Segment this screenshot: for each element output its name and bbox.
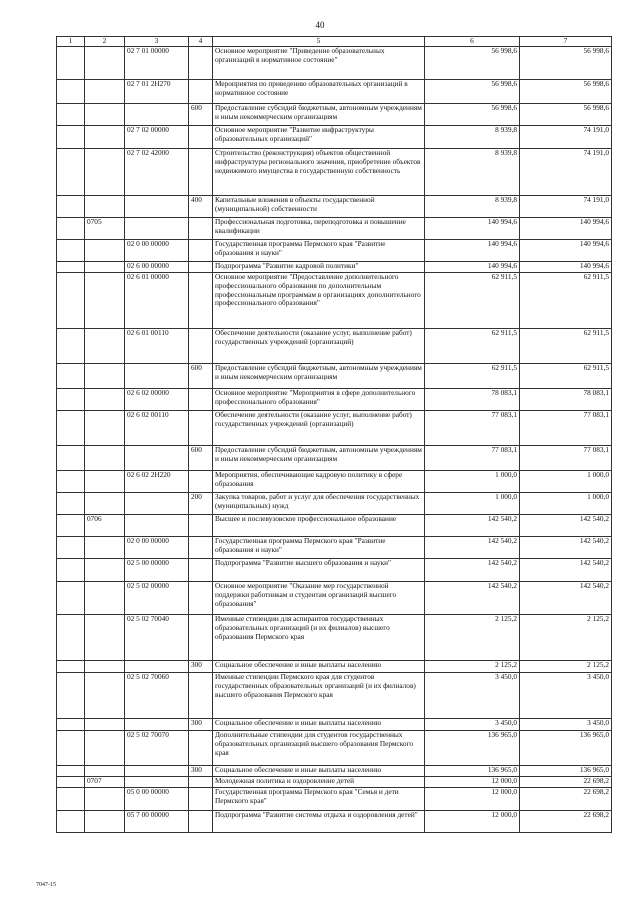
item-name: Высшее и послевузовское профессиональное образование xyxy=(213,515,425,537)
empty-cell xyxy=(57,788,85,811)
amount-year-1: 2 125,2 xyxy=(425,661,520,673)
target-article-code: 02 6 00 00000 xyxy=(125,262,189,273)
item-name: Основное мероприятие "Мероприятия в сфере дополнительного профессионального образования" xyxy=(213,389,425,411)
empty-cell xyxy=(57,273,85,329)
table-row xyxy=(57,811,612,833)
table-row xyxy=(57,661,612,673)
table-row xyxy=(57,240,612,262)
empty-cell xyxy=(57,218,85,240)
expense-type-code: 300 xyxy=(189,719,213,731)
amount-year-2: 142 540,2 xyxy=(520,537,612,559)
target-article-code xyxy=(125,446,189,471)
table-row xyxy=(57,411,612,446)
amount-year-1: 3 450,0 xyxy=(425,673,520,719)
expense-type-code xyxy=(189,515,213,537)
target-article-code: 02 5 02 00000 xyxy=(125,582,189,615)
table-row xyxy=(57,559,612,582)
item-name: Закупка товаров, работ и услуг для обеспечения государственных (муниципальных) нужд xyxy=(213,493,425,515)
empty-cell xyxy=(57,47,85,80)
section-code: 0707 xyxy=(85,777,125,788)
amount-year-1: 56 998,6 xyxy=(425,80,520,104)
section-code xyxy=(85,731,125,766)
empty-cell xyxy=(57,766,85,777)
target-article-code: 02 0 00 00000 xyxy=(125,537,189,559)
expense-type-code xyxy=(189,218,213,240)
item-name: Подпрограмма "Развитие кадровой политики" xyxy=(213,262,425,273)
empty-cell xyxy=(57,446,85,471)
table-row xyxy=(57,273,612,329)
empty-cell xyxy=(57,240,85,262)
amount-year-1: 8 939,8 xyxy=(425,126,520,149)
empty-cell xyxy=(57,731,85,766)
expense-type-code xyxy=(189,582,213,615)
amount-year-1: 3 450,0 xyxy=(425,719,520,731)
table-row xyxy=(57,364,612,389)
amount-year-2: 56 998,6 xyxy=(520,104,612,126)
amount-year-2: 56 998,6 xyxy=(520,47,612,80)
empty-cell xyxy=(57,364,85,389)
table-row xyxy=(57,582,612,615)
expense-type-code xyxy=(189,777,213,788)
section-code xyxy=(85,719,125,731)
amount-year-2: 142 540,2 xyxy=(520,582,612,615)
expense-type-code xyxy=(189,615,213,661)
item-name: Мероприятия по приведению образовательных организаций в нормативное состояние xyxy=(213,80,425,104)
item-name: Обеспечение деятельности (оказание услуг, выполнение работ) государственных учреждений (организаций) xyxy=(213,329,425,364)
target-article-code: 02 5 02 70060 xyxy=(125,673,189,719)
section-code xyxy=(85,582,125,615)
table-row xyxy=(57,673,612,719)
table-row xyxy=(57,777,612,788)
item-name: Основное мероприятие "Приведение образовательных организаций в нормативное состояние" xyxy=(213,47,425,80)
empty-cell xyxy=(57,811,85,833)
expense-type-code: 300 xyxy=(189,766,213,777)
amount-year-1: 140 994,6 xyxy=(425,240,520,262)
empty-cell xyxy=(57,389,85,411)
item-name: Подпрограмма "Развитие высшего образования и науки" xyxy=(213,559,425,582)
target-article-code: 02 5 00 00000 xyxy=(125,559,189,582)
item-name: Социальное обеспечение и иные выплаты населению xyxy=(213,661,425,673)
empty-cell xyxy=(57,471,85,493)
table-row xyxy=(57,515,612,537)
page-number: 40 xyxy=(315,20,325,30)
target-article-code: 02 6 02 00110 xyxy=(125,411,189,446)
section-code: 0705 xyxy=(85,218,125,240)
item-name: Именные стипендии Пермского края для студентов государственных образовательных организаций (и их филиалов) высшего образования Пермского края xyxy=(213,673,425,719)
empty-cell xyxy=(57,582,85,615)
expense-type-code: 600 xyxy=(189,364,213,389)
item-name: Предоставление субсидий бюджетным, автономным учреждениям и иным некоммерческим организациям xyxy=(213,104,425,126)
amount-year-1: 136 965,0 xyxy=(425,766,520,777)
section-code xyxy=(85,364,125,389)
amount-year-1: 142 540,2 xyxy=(425,559,520,582)
table-row xyxy=(57,788,612,811)
amount-year-2: 2 125,2 xyxy=(520,661,612,673)
section-code xyxy=(85,149,125,196)
table-row xyxy=(57,731,612,766)
empty-cell xyxy=(57,719,85,731)
target-article-code xyxy=(125,493,189,515)
section-code xyxy=(85,471,125,493)
expense-type-code xyxy=(189,262,213,273)
expense-type-code xyxy=(189,329,213,364)
amount-year-1: 136 965,0 xyxy=(425,731,520,766)
section-code xyxy=(85,240,125,262)
table-body xyxy=(57,47,612,833)
section-code xyxy=(85,537,125,559)
amount-year-2: 22 698,2 xyxy=(520,788,612,811)
table-row xyxy=(57,537,612,559)
amount-year-2: 2 125,2 xyxy=(520,615,612,661)
budget-table xyxy=(56,36,612,833)
expense-type-code xyxy=(189,273,213,329)
header-row xyxy=(57,37,612,47)
section-code xyxy=(85,329,125,364)
section-code xyxy=(85,411,125,446)
empty-cell xyxy=(57,262,85,273)
amount-year-2: 140 994,6 xyxy=(520,218,612,240)
empty-cell xyxy=(57,411,85,446)
header-col-3: 3 xyxy=(125,37,189,47)
expense-type-code xyxy=(189,537,213,559)
empty-cell xyxy=(57,777,85,788)
amount-year-1: 142 540,2 xyxy=(425,515,520,537)
amount-year-2: 142 540,2 xyxy=(520,559,612,582)
empty-cell xyxy=(57,615,85,661)
expense-type-code xyxy=(189,731,213,766)
amount-year-1: 62 911,5 xyxy=(425,364,520,389)
target-article-code: 02 6 01 00000 xyxy=(125,273,189,329)
amount-year-1: 8 939,8 xyxy=(425,196,520,218)
table-row xyxy=(57,218,612,240)
table-row xyxy=(57,126,612,149)
item-name: Предоставление субсидий бюджетным, автономным учреждениям и иным некоммерческим организациям xyxy=(213,364,425,389)
header-col-2: 2 xyxy=(85,37,125,47)
amount-year-1: 62 911,5 xyxy=(425,273,520,329)
header-col-5: 5 xyxy=(213,37,425,47)
item-name: Подпрограмма "Развитие системы отдыха и оздоровления детей" xyxy=(213,811,425,833)
header-col-7: 7 xyxy=(520,37,612,47)
amount-year-1: 78 083,1 xyxy=(425,389,520,411)
item-name: Основное мероприятие "Предоставление дополнительного профессионального образования по дополнительным профессиональным программам в организациях дополнительного профессионального образования" xyxy=(213,273,425,329)
target-article-code xyxy=(125,719,189,731)
item-name: Молодежная политика и оздоровление детей xyxy=(213,777,425,788)
table-row xyxy=(57,104,612,126)
amount-year-2: 3 450,0 xyxy=(520,673,612,719)
amount-year-2: 22 698,2 xyxy=(520,811,612,833)
amount-year-2: 22 698,2 xyxy=(520,777,612,788)
section-code xyxy=(85,788,125,811)
amount-year-2: 62 911,5 xyxy=(520,273,612,329)
amount-year-2: 3 450,0 xyxy=(520,719,612,731)
table-row xyxy=(57,149,612,196)
amount-year-1: 12 000,0 xyxy=(425,788,520,811)
item-name: Основное мероприятие "Оказание мер государственной поддержки работникам и студентам организаций высшего образования" xyxy=(213,582,425,615)
table-row xyxy=(57,80,612,104)
amount-year-1: 2 125,2 xyxy=(425,615,520,661)
expense-type-code xyxy=(189,559,213,582)
empty-cell xyxy=(57,493,85,515)
amount-year-1: 1 000,0 xyxy=(425,493,520,515)
table-row xyxy=(57,471,612,493)
amount-year-1: 1 000,0 xyxy=(425,471,520,493)
amount-year-2: 77 083,1 xyxy=(520,411,612,446)
amount-year-2: 136 965,0 xyxy=(520,766,612,777)
target-article-code xyxy=(125,104,189,126)
target-article-code xyxy=(125,218,189,240)
target-article-code: 02 7 01 2Н270 xyxy=(125,80,189,104)
item-name: Дополнительные стипендии для студентов государственных образовательных организаций высшего образования Пермского края xyxy=(213,731,425,766)
empty-cell xyxy=(57,80,85,104)
item-name: Государственная программа Пермского края "Семья и дети Пермского края" xyxy=(213,788,425,811)
amount-year-2: 62 911,5 xyxy=(520,329,612,364)
section-code xyxy=(85,673,125,719)
section-code xyxy=(85,80,125,104)
table-row xyxy=(57,766,612,777)
header-col-4: 4 xyxy=(189,37,213,47)
amount-year-1: 8 939,8 xyxy=(425,149,520,196)
amount-year-1: 142 540,2 xyxy=(425,537,520,559)
amount-year-1: 77 083,1 xyxy=(425,446,520,471)
target-article-code xyxy=(125,777,189,788)
section-code xyxy=(85,196,125,218)
expense-type-code xyxy=(189,788,213,811)
empty-cell xyxy=(57,104,85,126)
section-code: 0706 xyxy=(85,515,125,537)
empty-cell xyxy=(57,559,85,582)
expense-type-code xyxy=(189,673,213,719)
expense-type-code xyxy=(189,126,213,149)
expense-type-code: 300 xyxy=(189,661,213,673)
section-code xyxy=(85,559,125,582)
amount-year-2: 74 191,0 xyxy=(520,196,612,218)
amount-year-1: 77 083,1 xyxy=(425,411,520,446)
amount-year-2: 74 191,0 xyxy=(520,149,612,196)
amount-year-2: 140 994,6 xyxy=(520,262,612,273)
table-row xyxy=(57,262,612,273)
target-article-code xyxy=(125,661,189,673)
item-name: Государственная программа Пермского края "Развитие образования и науки" xyxy=(213,537,425,559)
target-article-code: 02 7 01 00000 xyxy=(125,47,189,80)
item-name: Мероприятия, обеспечивающие кадровую политику в сфере образования xyxy=(213,471,425,493)
expense-type-code xyxy=(189,149,213,196)
item-name: Предоставление субсидий бюджетным, автономным учреждениям и иным некоммерческим организациям xyxy=(213,446,425,471)
section-code xyxy=(85,446,125,471)
empty-cell xyxy=(57,673,85,719)
expense-type-code: 600 xyxy=(189,446,213,471)
item-name: Именные стипендии для аспирантов государственных образовательных организаций (и их филиалов) высшего образования Пермского края xyxy=(213,615,425,661)
section-code xyxy=(85,262,125,273)
empty-cell xyxy=(57,126,85,149)
item-name: Капитальные вложения в объекты государственной (муниципальной) собственности xyxy=(213,196,425,218)
target-article-code xyxy=(125,515,189,537)
empty-cell xyxy=(57,515,85,537)
table-row xyxy=(57,719,612,731)
section-code xyxy=(85,126,125,149)
section-code xyxy=(85,273,125,329)
expense-type-code: 200 xyxy=(189,493,213,515)
header-col-6: 6 xyxy=(425,37,520,47)
item-name: Основное мероприятие "Развитие инфраструктуры образовательных организаций" xyxy=(213,126,425,149)
amount-year-2: 142 540,2 xyxy=(520,515,612,537)
target-article-code xyxy=(125,196,189,218)
table-row xyxy=(57,47,612,80)
amount-year-2: 1 000,0 xyxy=(520,493,612,515)
table-row xyxy=(57,329,612,364)
item-name: Профессиональная подготовка, переподготовка и повышение квалификации xyxy=(213,218,425,240)
amount-year-1: 56 998,6 xyxy=(425,47,520,80)
amount-year-2: 56 998,6 xyxy=(520,80,612,104)
target-article-code: 05 7 00 00000 xyxy=(125,811,189,833)
amount-year-2: 74 191,0 xyxy=(520,126,612,149)
amount-year-1: 140 994,6 xyxy=(425,262,520,273)
table-row xyxy=(57,615,612,661)
target-article-code: 02 6 02 00000 xyxy=(125,389,189,411)
section-code xyxy=(85,389,125,411)
target-article-code: 05 0 00 00000 xyxy=(125,788,189,811)
item-name: Строительство (реконструкция) объектов общественной инфраструктуры регионального значения, приобретение объектов недвижимого имущества в государственную собственность xyxy=(213,149,425,196)
expense-type-code xyxy=(189,240,213,262)
amount-year-2: 1 000,0 xyxy=(520,471,612,493)
section-code xyxy=(85,615,125,661)
section-code xyxy=(85,493,125,515)
target-article-code xyxy=(125,364,189,389)
amount-year-2: 78 083,1 xyxy=(520,389,612,411)
target-article-code: 02 5 02 70040 xyxy=(125,615,189,661)
empty-cell xyxy=(57,149,85,196)
section-code xyxy=(85,104,125,126)
empty-cell xyxy=(57,537,85,559)
amount-year-2: 62 911,5 xyxy=(520,364,612,389)
amount-year-2: 136 965,0 xyxy=(520,731,612,766)
target-article-code xyxy=(125,766,189,777)
expense-type-code xyxy=(189,811,213,833)
expense-type-code xyxy=(189,389,213,411)
section-code xyxy=(85,766,125,777)
expense-type-code: 600 xyxy=(189,104,213,126)
table-row xyxy=(57,389,612,411)
target-article-code: 02 0 00 00000 xyxy=(125,240,189,262)
target-article-code: 02 5 02 70070 xyxy=(125,731,189,766)
empty-cell xyxy=(57,661,85,673)
target-article-code: 02 6 01 00110 xyxy=(125,329,189,364)
amount-year-2: 77 083,1 xyxy=(520,446,612,471)
expense-type-code: 400 xyxy=(189,196,213,218)
amount-year-1: 142 540,2 xyxy=(425,582,520,615)
amount-year-1: 140 994,6 xyxy=(425,218,520,240)
table-row xyxy=(57,196,612,218)
amount-year-1: 12 000,0 xyxy=(425,811,520,833)
empty-cell xyxy=(57,196,85,218)
footer-code: 7047-15 xyxy=(36,882,56,888)
empty-cell xyxy=(57,329,85,364)
expense-type-code xyxy=(189,411,213,446)
expense-type-code xyxy=(189,471,213,493)
item-name: Социальное обеспечение и иные выплаты населению xyxy=(213,719,425,731)
item-name: Социальное обеспечение и иные выплаты населению xyxy=(213,766,425,777)
item-name: Обеспечение деятельности (оказание услуг, выполнение работ) государственных учреждений (организаций) xyxy=(213,411,425,446)
amount-year-2: 140 994,6 xyxy=(520,240,612,262)
target-article-code: 02 7 02 42000 xyxy=(125,149,189,196)
item-name: Государственная программа Пермского края "Развитие образования и науки" xyxy=(213,240,425,262)
expense-type-code xyxy=(189,80,213,104)
expense-type-code xyxy=(189,47,213,80)
target-article-code: 02 7 02 00000 xyxy=(125,126,189,149)
target-article-code: 02 6 02 2Н220 xyxy=(125,471,189,493)
amount-year-1: 56 998,6 xyxy=(425,104,520,126)
amount-year-1: 12 000,0 xyxy=(425,777,520,788)
header-col-1: 1 xyxy=(57,37,85,47)
amount-year-1: 62 911,5 xyxy=(425,329,520,364)
section-code xyxy=(85,47,125,80)
section-code xyxy=(85,811,125,833)
table-row xyxy=(57,493,612,515)
table-row xyxy=(57,446,612,471)
section-code xyxy=(85,661,125,673)
